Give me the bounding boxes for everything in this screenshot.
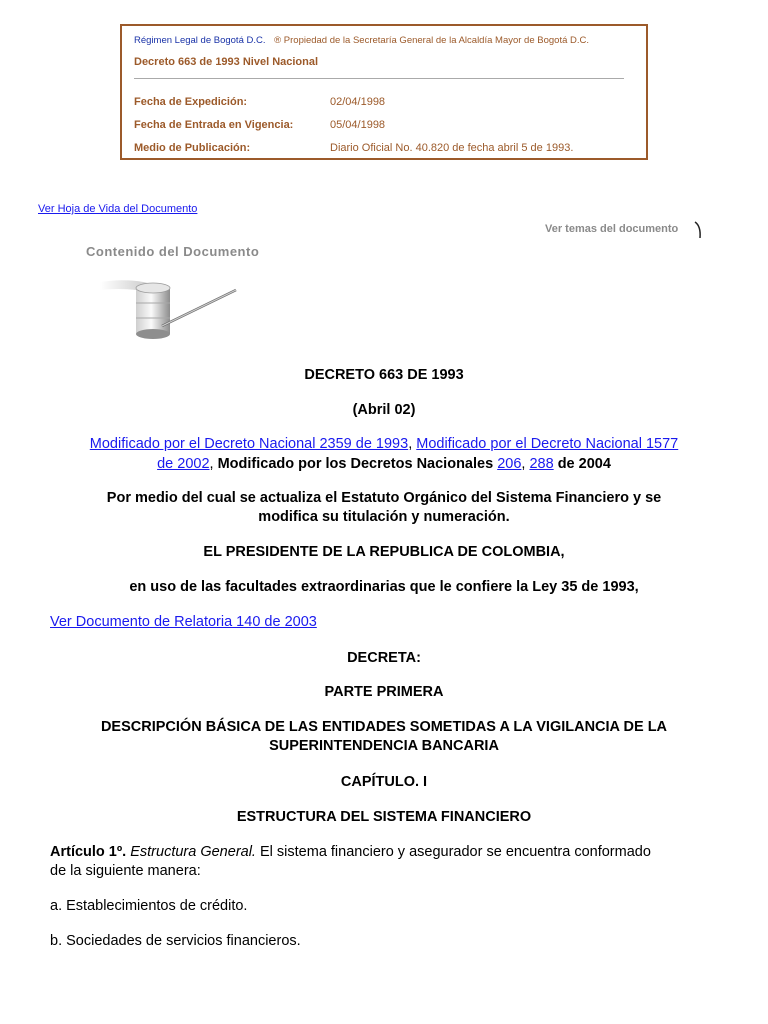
list-item-a: a. Establecimientos de crédito. — [50, 898, 248, 914]
articulo-title: Estructura General. — [130, 844, 256, 860]
metadata-row-publicacion — [134, 142, 573, 154]
decreto-title: DECRETO 663 DE 1993 — [304, 367, 464, 383]
separator: , — [408, 436, 413, 452]
modif-decreto-206-link[interactable]: 206 — [497, 456, 522, 472]
contenido-heading: Contenido del Documento — [86, 244, 260, 259]
decreta-heading: DECRETA: — [347, 650, 421, 666]
descripcion-line-2: SUPERINTENDENCIA BANCARIA — [269, 738, 499, 754]
list-item-b: b. Sociedades de servicios financieros. — [50, 933, 301, 949]
metadata-header — [134, 35, 589, 46]
separator: , — [521, 456, 526, 472]
decreto-date: (Abril 02) — [352, 402, 416, 418]
document-metadata-box — [120, 24, 648, 160]
objeto-line-1: Por medio del cual se actualiza el Estatuto Orgánico del Sistema Financiero y se — [106, 490, 662, 506]
propiedad-label: ® Propiedad de la Secretaría General de la Alcaldía Mayor de Bogotá D.C. — [274, 35, 590, 46]
metadata-divider — [134, 78, 624, 79]
articulo-text: El sistema financiero y asegurador se encuentra conformado — [260, 844, 651, 860]
descripcion-line-1: DESCRIPCIÓN BÁSICA DE LAS ENTIDADES SOMETIDAS A LA VIGILANCIA DE LA — [100, 719, 668, 735]
capitulo-heading: CAPÍTULO. I — [340, 774, 428, 790]
temas-bracket-icon[interactable] — [693, 220, 703, 240]
articulo-label: Artículo 1º. — [50, 844, 127, 860]
metadata-row-vigencia — [134, 119, 385, 131]
metadata-value: Diario Oficial No. 40.820 de fecha abril 5 de 1993. — [330, 142, 574, 154]
hoja-de-vida-link[interactable]: Ver Hoja de Vida del Documento — [38, 203, 198, 215]
regimen-label: Régimen Legal de Bogotá D.C. — [134, 35, 266, 46]
metadata-value: 02/04/1998 — [330, 96, 386, 108]
parte-heading: PARTE PRIMERA — [324, 684, 444, 700]
metadata-key: Fecha de Entrada en Vigencia: — [134, 119, 294, 131]
estructura-heading: ESTRUCTURA DEL SISTEMA FINANCIERO — [236, 809, 532, 825]
metadata-value: 05/04/1998 — [330, 119, 386, 131]
facultades-text: en uso de las facultades extraordinarias que le confiere la Ley 35 de 1993, — [129, 579, 639, 595]
metadata-key: Fecha de Expedición: — [134, 96, 248, 108]
modificaciones-line-2 — [40, 455, 728, 473]
modif-text: Modificado por los Decretos Nacionales — [217, 456, 494, 472]
modificaciones-line-1 — [40, 435, 728, 453]
modif-tail: de 2004 — [557, 456, 611, 472]
modif-decreto-1577-link[interactable]: Modificado por el Decreto Nacional 1577 — [416, 436, 679, 452]
relatoria-link[interactable]: Ver Documento de Relatoria 140 de 2003 — [50, 614, 317, 630]
separator: , — [209, 456, 214, 472]
modif-decreto-2359-link[interactable]: Modificado por el Decreto Nacional 2359 de 1993 — [89, 436, 409, 452]
ver-temas-link[interactable]: Ver temas del documento — [545, 223, 679, 235]
articulo-1-line-2: de la siguiente manera: — [50, 863, 201, 879]
metadata-title: Decreto 663 de 1993 Nivel Nacional — [134, 56, 319, 68]
modif-decreto-1577-link-cont[interactable]: de 2002 — [157, 456, 210, 472]
articulo-1-line-1 — [50, 843, 740, 861]
metadata-key: Medio de Publicación: — [134, 142, 251, 154]
presidente-heading: EL PRESIDENTE DE LA REPUBLICA DE COLOMBIA, — [203, 544, 565, 560]
metadata-row-expedicion — [134, 96, 385, 108]
objeto-line-2: modifica su titulación y numeración. — [258, 509, 510, 525]
modif-decreto-288-link[interactable]: 288 — [529, 456, 554, 472]
database-pen-icon — [98, 276, 243, 344]
